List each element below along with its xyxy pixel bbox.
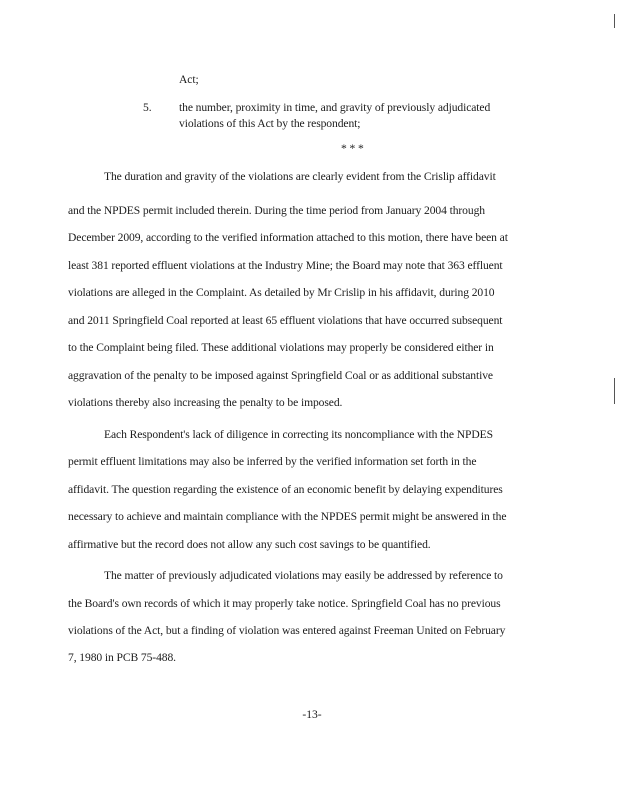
paragraph-line: 7, 1980 in PCB 75-488. — [68, 651, 176, 664]
paragraph-line: aggravation of the penalty to be imposed against Springfield Coal or as additional substantive — [68, 369, 493, 382]
paragraph-line: The matter of previously adjudicated violations may easily be addressed by reference to — [104, 569, 503, 582]
paragraph-line: Each Respondent's lack of diligence in correcting its noncompliance with the NPDES — [104, 428, 493, 441]
list-item-line: the number, proximity in time, and gravity of previously adjudicated — [179, 101, 491, 114]
scan-edge-mark — [614, 14, 615, 28]
paragraph-line: necessary to achieve and maintain compliance with the NPDES permit might be answered in the — [68, 510, 507, 523]
paragraph-line: and the NPDES permit included therein. During the time period from January 2004 through — [68, 204, 485, 217]
paragraph-line: violations thereby also increasing the penalty to be imposed. — [68, 396, 343, 409]
list-item-line: violations of this Act by the respondent; — [179, 117, 361, 130]
paragraph-line: violations are alleged in the Complaint. As detailed by Mr Crislip in his affidavit, during 2010 — [68, 286, 495, 299]
paragraph-line: violations of the Act, but a finding of violation was entered against Freeman United on February — [68, 624, 506, 637]
paragraph-line: to the Complaint being filed. These additional violations may properly be considered either in — [68, 341, 494, 354]
list-item-number: 5. — [143, 101, 152, 114]
paragraph-line: December 2009, according to the verified information attached to this motion, there have been at — [68, 231, 508, 244]
page-number: -13- — [302, 708, 322, 721]
paragraph-line: The duration and gravity of the violations are clearly evident from the Crislip affidavit — [104, 170, 496, 183]
paragraph-line: and 2011 Springfield Coal reported at least 65 effluent violations that have occurred subsequent — [68, 314, 503, 327]
paragraph-line: least 381 reported effluent violations at the Industry Mine; the Board may note that 363 effluent — [68, 259, 503, 272]
paragraph-line: permit effluent limitations may also be inferred by the verified information set forth in the — [68, 455, 477, 468]
list-continuation: Act; — [179, 73, 199, 86]
ellipsis-asterisks: * * * — [341, 142, 364, 155]
paragraph-line: affidavit. The question regarding the existence of an economic benefit by delaying expenditures — [68, 483, 503, 496]
paragraph-line: the Board's own records of which it may properly take notice. Springfield Coal has no previous — [68, 597, 501, 610]
paragraph-line: affirmative but the record does not allow any such cost savings to be quantified. — [68, 538, 431, 551]
scan-edge-mark — [614, 378, 615, 404]
